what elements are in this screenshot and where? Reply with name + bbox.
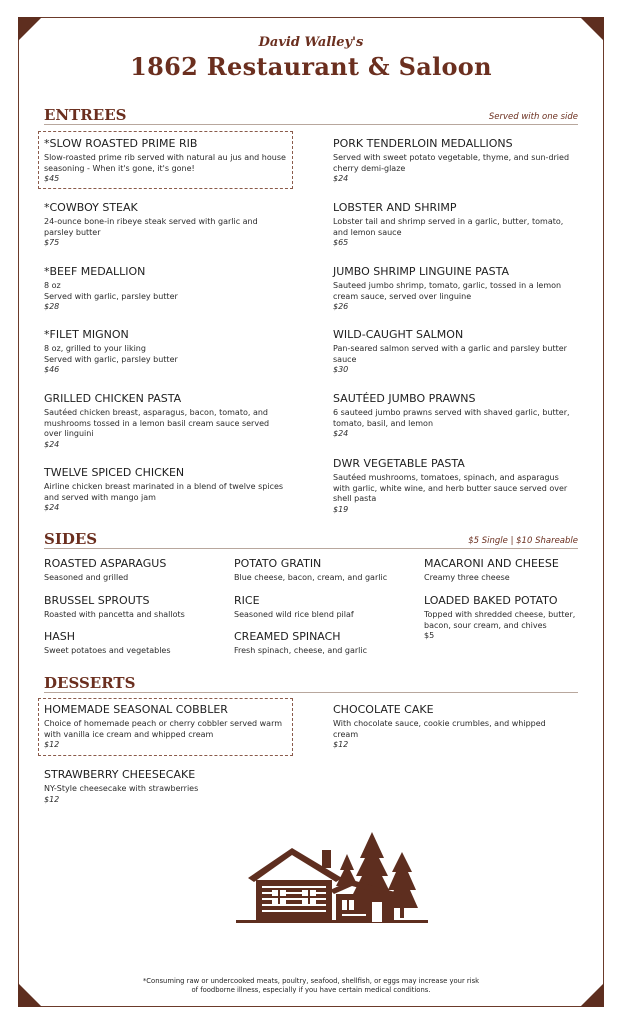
item-description: Sautéed chicken breast, asparagus, bacon, tomato, and mushrooms tossed in a lemon basil cream sauce served over linguini — [44, 408, 270, 438]
menu-item — [333, 265, 578, 313]
item-name: GRILLED CHICKEN PASTA — [44, 392, 182, 405]
item-name: POTATO GRATIN — [234, 557, 322, 570]
menu-item — [333, 201, 578, 249]
item-name: CREAMED SPINACH — [234, 630, 341, 643]
item-price: $12 — [44, 740, 60, 749]
item-description: Seasoned wild rice blend pilaf — [234, 610, 354, 619]
item-description: Slow-roasted prime rib served with natural au jus and house seasoning - When it's gone, it's gone! — [44, 153, 286, 173]
item-description: Lobster tail and shrimp served in a garlic, butter, tomato, and lemon sauce — [333, 217, 564, 237]
item-description: Sautéed mushrooms, tomatoes, spinach, and asparagus with garlic, white wine, and herb butter sauce served over shell pasta — [333, 473, 568, 503]
item-name: SAUTÉED JUMBO PRAWNS — [333, 392, 476, 405]
item-description: Served with sweet potato vegetable, thyme, and sun-dried cherry demi-glaze — [333, 153, 570, 173]
dessert-item — [44, 703, 290, 751]
item-name: HOMEMADE SEASONAL COBBLER — [44, 703, 228, 716]
health-disclaimer — [0, 977, 622, 995]
side-item — [234, 557, 414, 584]
item-price: $65 — [333, 238, 349, 247]
item-price: $12 — [333, 740, 349, 749]
item-price: $24 — [333, 174, 349, 183]
menu-item — [44, 392, 284, 450]
item-price: $30 — [333, 365, 349, 374]
section-title: SIDES — [44, 530, 98, 548]
item-description: Pan-seared salmon served with a garlic and parsley butter sauce — [333, 344, 567, 364]
side-item — [424, 594, 580, 642]
disclaimer-line: *Consuming raw or undercooked meats, poultry, seafood, shellfish, or eggs may increase your risk — [142, 977, 480, 985]
item-name: PORK TENDERLOIN MEDALLIONS — [333, 137, 513, 150]
item-price: $24 — [333, 429, 349, 438]
item-name: TWELVE SPICED CHICKEN — [44, 466, 185, 479]
item-description: 24-ounce bone-in ribeye steak served with garlic and parsley butter — [44, 217, 258, 237]
side-item — [44, 594, 224, 621]
disclaimer-line: of foodborne illness, especially if you have certain medical conditions. — [191, 986, 431, 994]
item-price: $26 — [333, 302, 349, 311]
menu-item — [44, 265, 284, 313]
dessert-item — [333, 703, 563, 751]
item-description: 6 sauteed jumbo prawns served with shaved garlic, butter, tomato, basil, and lemon — [333, 408, 570, 428]
item-description: Roasted with pancetta and shallots — [44, 610, 185, 619]
restaurant-subtitle: David Walley's — [258, 35, 364, 50]
menu-item — [44, 201, 284, 249]
item-description: NY-Style cheesecake with strawberries — [44, 784, 199, 793]
item-price: $24 — [44, 439, 60, 449]
item-price: $5 — [424, 631, 435, 640]
item-name: RICE — [234, 594, 260, 607]
item-name: DWR VEGETABLE PASTA — [333, 457, 465, 470]
item-name: WILD-CAUGHT SALMON — [333, 328, 464, 341]
item-name: CHOCOLATE CAKE — [333, 703, 434, 716]
section-title: ENTREES — [44, 106, 127, 124]
menu-item — [333, 137, 578, 185]
menu-item — [44, 137, 288, 185]
item-name: *BEEF MEDALLION — [44, 265, 146, 278]
sides-header — [44, 528, 578, 549]
item-name: *SLOW ROASTED PRIME RIB — [44, 137, 198, 150]
item-price: $75 — [44, 238, 60, 247]
item-description: With chocolate sauce, cookie crumbles, and whipped cream — [333, 719, 546, 739]
item-description: Seasoned and grilled — [44, 573, 129, 582]
item-description: 8 oz, grilled to your liking Served with garlic, parsley butter — [44, 344, 178, 364]
item-description: 8 oz Served with garlic, parsley butter — [44, 281, 178, 301]
item-description: Creamy three cheese — [424, 573, 510, 582]
item-name: LOADED BAKED POTATO — [424, 594, 558, 607]
menu-item — [333, 328, 578, 376]
item-description: Fresh spinach, cheese, and garlic — [234, 646, 368, 655]
side-item — [234, 630, 414, 657]
item-name: HASH — [44, 630, 76, 643]
menu-item — [44, 466, 294, 514]
section-note: Served with one side — [488, 112, 578, 122]
item-price: $28 — [44, 302, 60, 311]
entrees-header — [44, 104, 578, 125]
menu-item — [333, 457, 578, 515]
section-note: $5 Single | $10 Shareable — [468, 536, 578, 546]
item-name: MACARONI AND CHEESE — [424, 557, 559, 570]
item-name: *FILET MIGNON — [44, 328, 129, 341]
side-item — [44, 557, 224, 584]
log-cabin-icon — [232, 828, 432, 930]
item-description: Choice of homemade peach or cherry cobbler served warm with vanilla ice cream and whipped cream — [44, 719, 283, 739]
item-price: $46 — [44, 365, 60, 374]
item-description: Topped with shredded cheese, butter, bacon, sour cream, and chives — [424, 610, 576, 630]
item-price: $12 — [44, 794, 60, 804]
item-price: $24 — [44, 503, 60, 512]
item-description: Airline chicken breast marinated in a blend of twelve spices and served with mango jam — [44, 482, 284, 502]
item-name: LOBSTER AND SHRIMP — [333, 201, 457, 214]
item-name: BRUSSEL SPROUTS — [44, 594, 150, 607]
item-name: ROASTED ASPARAGUS — [44, 557, 167, 570]
dessert-item — [44, 768, 284, 805]
item-name: STRAWBERRY CHEESECAKE — [44, 768, 196, 781]
section-title: DESSERTS — [44, 674, 136, 692]
restaurant-title: 1862 Restaurant & Saloon — [130, 52, 492, 81]
side-item — [44, 630, 224, 657]
item-name: *COWBOY STEAK — [44, 201, 138, 214]
item-price: $45 — [44, 174, 60, 183]
item-description: Sauteed jumbo shrimp, tomato, garlic, tossed in a lemon cream sauce, served over linguine — [333, 281, 562, 301]
desserts-header — [44, 672, 578, 693]
item-description: Sweet potatoes and vegetables — [44, 646, 171, 655]
item-description: Blue cheese, bacon, cream, and garlic — [234, 573, 388, 582]
item-name: JUMBO SHRIMP LINGUINE PASTA — [333, 265, 509, 278]
side-item — [234, 594, 414, 621]
menu-item — [44, 328, 284, 376]
menu-item — [333, 392, 578, 440]
side-item — [424, 557, 580, 584]
item-price: $19 — [333, 504, 349, 514]
